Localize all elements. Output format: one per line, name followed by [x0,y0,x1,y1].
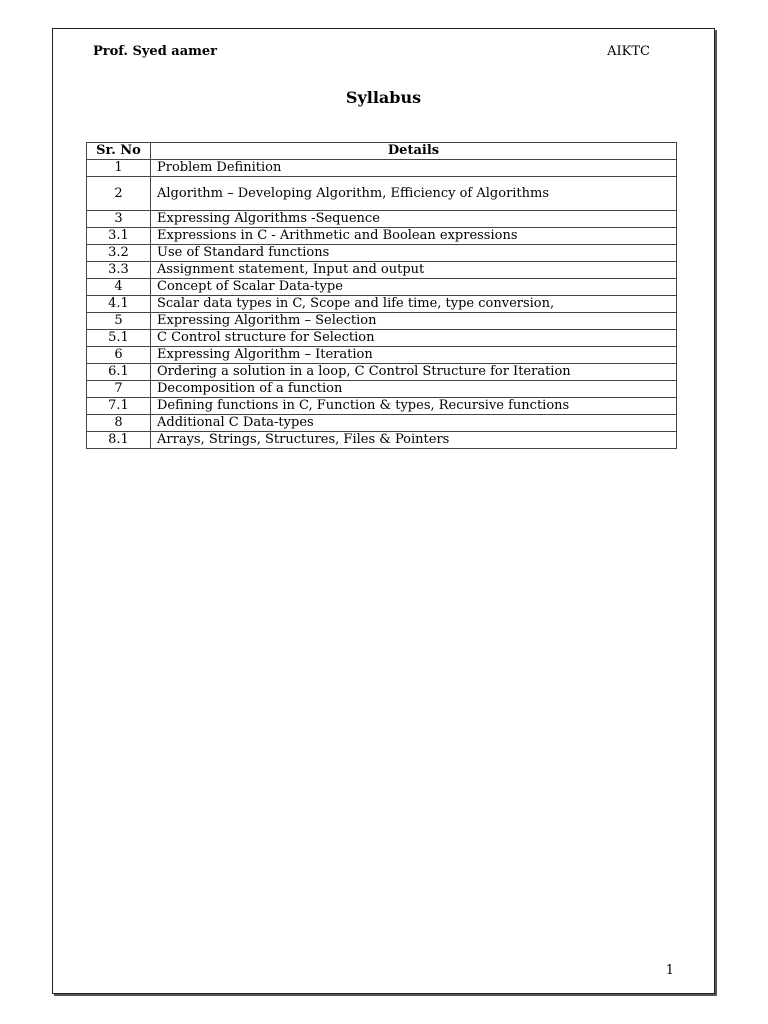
sr-no-cell: 8 [87,415,151,432]
sr-no-cell: 3 [87,211,151,228]
sr-no-cell: 8.1 [87,432,151,449]
details-cell: Expressing Algorithms -Sequence [151,211,677,228]
sr-no-cell: 7 [87,381,151,398]
syllabus-table [86,142,677,449]
table-row [87,228,677,245]
sr-no-cell: 3.3 [87,262,151,279]
table-row [87,415,677,432]
details-cell: Algorithm – Developing Algorithm, Efficiency of Algorithms [151,177,677,211]
document-page [52,28,715,994]
details-cell: Arrays, Strings, Structures, Files & Pointers [151,432,677,449]
page-number: 1 [665,963,674,978]
table-row [87,296,677,313]
table-row [87,245,677,262]
table-row [87,381,677,398]
details-cell: Ordering a solution in a loop, C Control Structure for Iteration [151,364,677,381]
sr-no-cell: 4.1 [87,296,151,313]
table-row [87,398,677,415]
details-cell: C Control structure for Selection [151,330,677,347]
details-cell: Expressing Algorithm – Iteration [151,347,677,364]
details-cell: Assignment statement, Input and output [151,262,677,279]
column-header-sr-no: Sr. No [87,143,151,160]
table-row [87,330,677,347]
table-row [87,347,677,364]
table-row [87,160,677,177]
sr-no-cell: 3.1 [87,228,151,245]
table-row [87,364,677,381]
details-cell: Problem Definition [151,160,677,177]
sr-no-cell: 4 [87,279,151,296]
details-cell: Expressing Algorithm – Selection [151,313,677,330]
details-cell: Additional C Data-types [151,415,677,432]
page-title: Syllabus [345,88,422,107]
details-cell: Defining functions in C, Function & types, Recursive functions [151,398,677,415]
table-row [87,177,677,211]
sr-no-cell: 5 [87,313,151,330]
sr-no-cell: 6 [87,347,151,364]
sr-no-cell: 7.1 [87,398,151,415]
table-row [87,432,677,449]
table-header-row [87,143,677,160]
table-row [87,313,677,330]
sr-no-cell: 3.2 [87,245,151,262]
details-cell: Concept of Scalar Data-type [151,279,677,296]
details-cell: Scalar data types in C, Scope and life time, type conversion, [151,296,677,313]
sr-no-cell: 5.1 [87,330,151,347]
header-institution: AIKTC [607,44,650,59]
column-header-details: Details [151,143,677,160]
table-row [87,211,677,228]
details-cell: Expressions in C - Arithmetic and Boolean expressions [151,228,677,245]
sr-no-cell: 6.1 [87,364,151,381]
table-row [87,279,677,296]
sr-no-cell: 2 [87,177,151,211]
sr-no-cell: 1 [87,160,151,177]
table-row [87,262,677,279]
details-cell: Use of Standard functions [151,245,677,262]
header-author: Prof. Syed aamer [93,44,218,59]
details-cell: Decomposition of a function [151,381,677,398]
